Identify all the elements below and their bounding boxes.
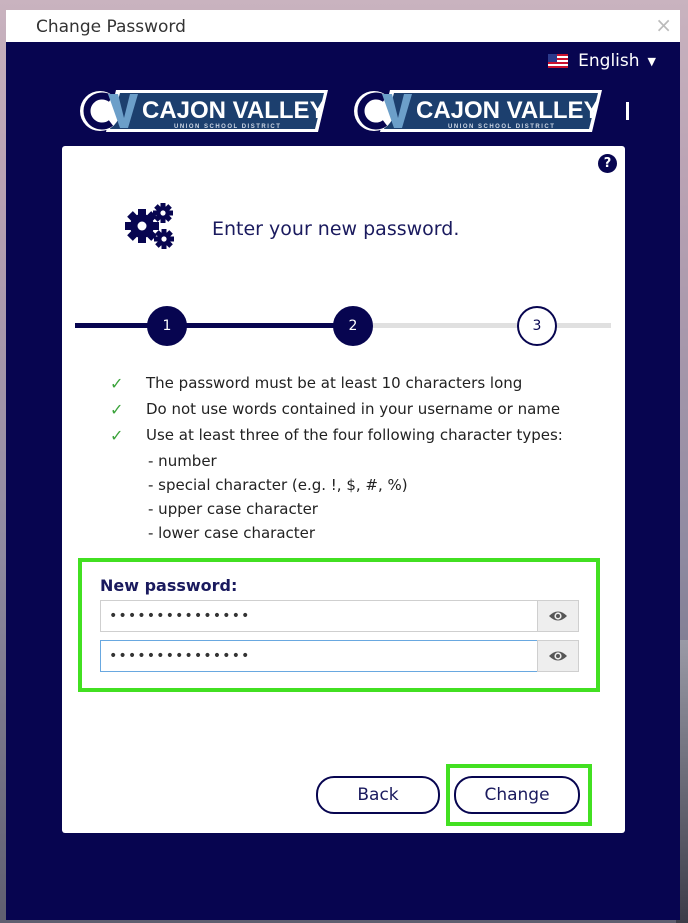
char-type-item: - number (148, 452, 217, 470)
language-label: English (578, 51, 640, 71)
svg-text:UNION SCHOOL DISTRICT: UNION SCHOOL DISTRICT (174, 124, 282, 130)
show-password-toggle[interactable] (537, 600, 579, 632)
confirm-password-row (100, 640, 579, 672)
step-2: 2 (333, 306, 373, 346)
password-requirements (110, 374, 563, 548)
close-icon[interactable]: × (655, 13, 672, 37)
change-password-dialog (6, 10, 680, 920)
eye-icon (548, 649, 568, 663)
requirement-item: ✓ Use at least three of the four following character types: (110, 426, 563, 445)
title-bar (6, 10, 680, 42)
language-selector[interactable] (548, 51, 656, 71)
logo-fragment (626, 102, 629, 120)
district-logo (352, 88, 602, 134)
chevron-down-icon: ▼ (647, 54, 656, 68)
back-button[interactable]: Back (316, 776, 440, 814)
show-password-toggle[interactable] (537, 640, 579, 672)
check-icon: ✓ (110, 400, 124, 419)
confirm-password-input[interactable] (100, 640, 537, 672)
char-type-item: - special character (e.g. !, $, #, %) (148, 476, 408, 494)
change-button[interactable]: Change (454, 776, 580, 814)
new-password-label: New password: (100, 576, 238, 595)
check-icon: ✓ (110, 374, 124, 393)
svg-text:CAJON VALLEY: CAJON VALLEY (416, 97, 600, 124)
check-icon: ✓ (110, 426, 124, 445)
requirement-item: ✓ Do not use words contained in your username or name (110, 400, 561, 419)
stepper-progress (75, 323, 351, 328)
svg-text:CAJON VALLEY: CAJON VALLEY (142, 97, 326, 124)
us-flag-icon (548, 54, 568, 68)
help-icon[interactable]: ? (598, 154, 617, 173)
step-3: 3 (517, 306, 557, 346)
svg-text:UNION SCHOOL DISTRICT: UNION SCHOOL DISTRICT (448, 124, 556, 130)
requirement-item: ✓ The password must be at least 10 characters long (110, 374, 523, 393)
new-password-input[interactable] (100, 600, 537, 632)
gears-icon (122, 200, 178, 252)
char-type-item: - upper case character (148, 500, 318, 518)
eye-icon (548, 609, 568, 623)
password-section (78, 558, 600, 692)
password-card (62, 146, 625, 833)
page-heading: Enter your new password. (212, 218, 460, 240)
char-type-item: - lower case character (148, 524, 316, 542)
step-1: 1 (147, 306, 187, 346)
new-password-row (100, 600, 579, 632)
district-logo (78, 88, 328, 134)
district-logos (78, 88, 602, 134)
window-title: Change Password (36, 17, 186, 37)
progress-stepper (75, 306, 611, 346)
